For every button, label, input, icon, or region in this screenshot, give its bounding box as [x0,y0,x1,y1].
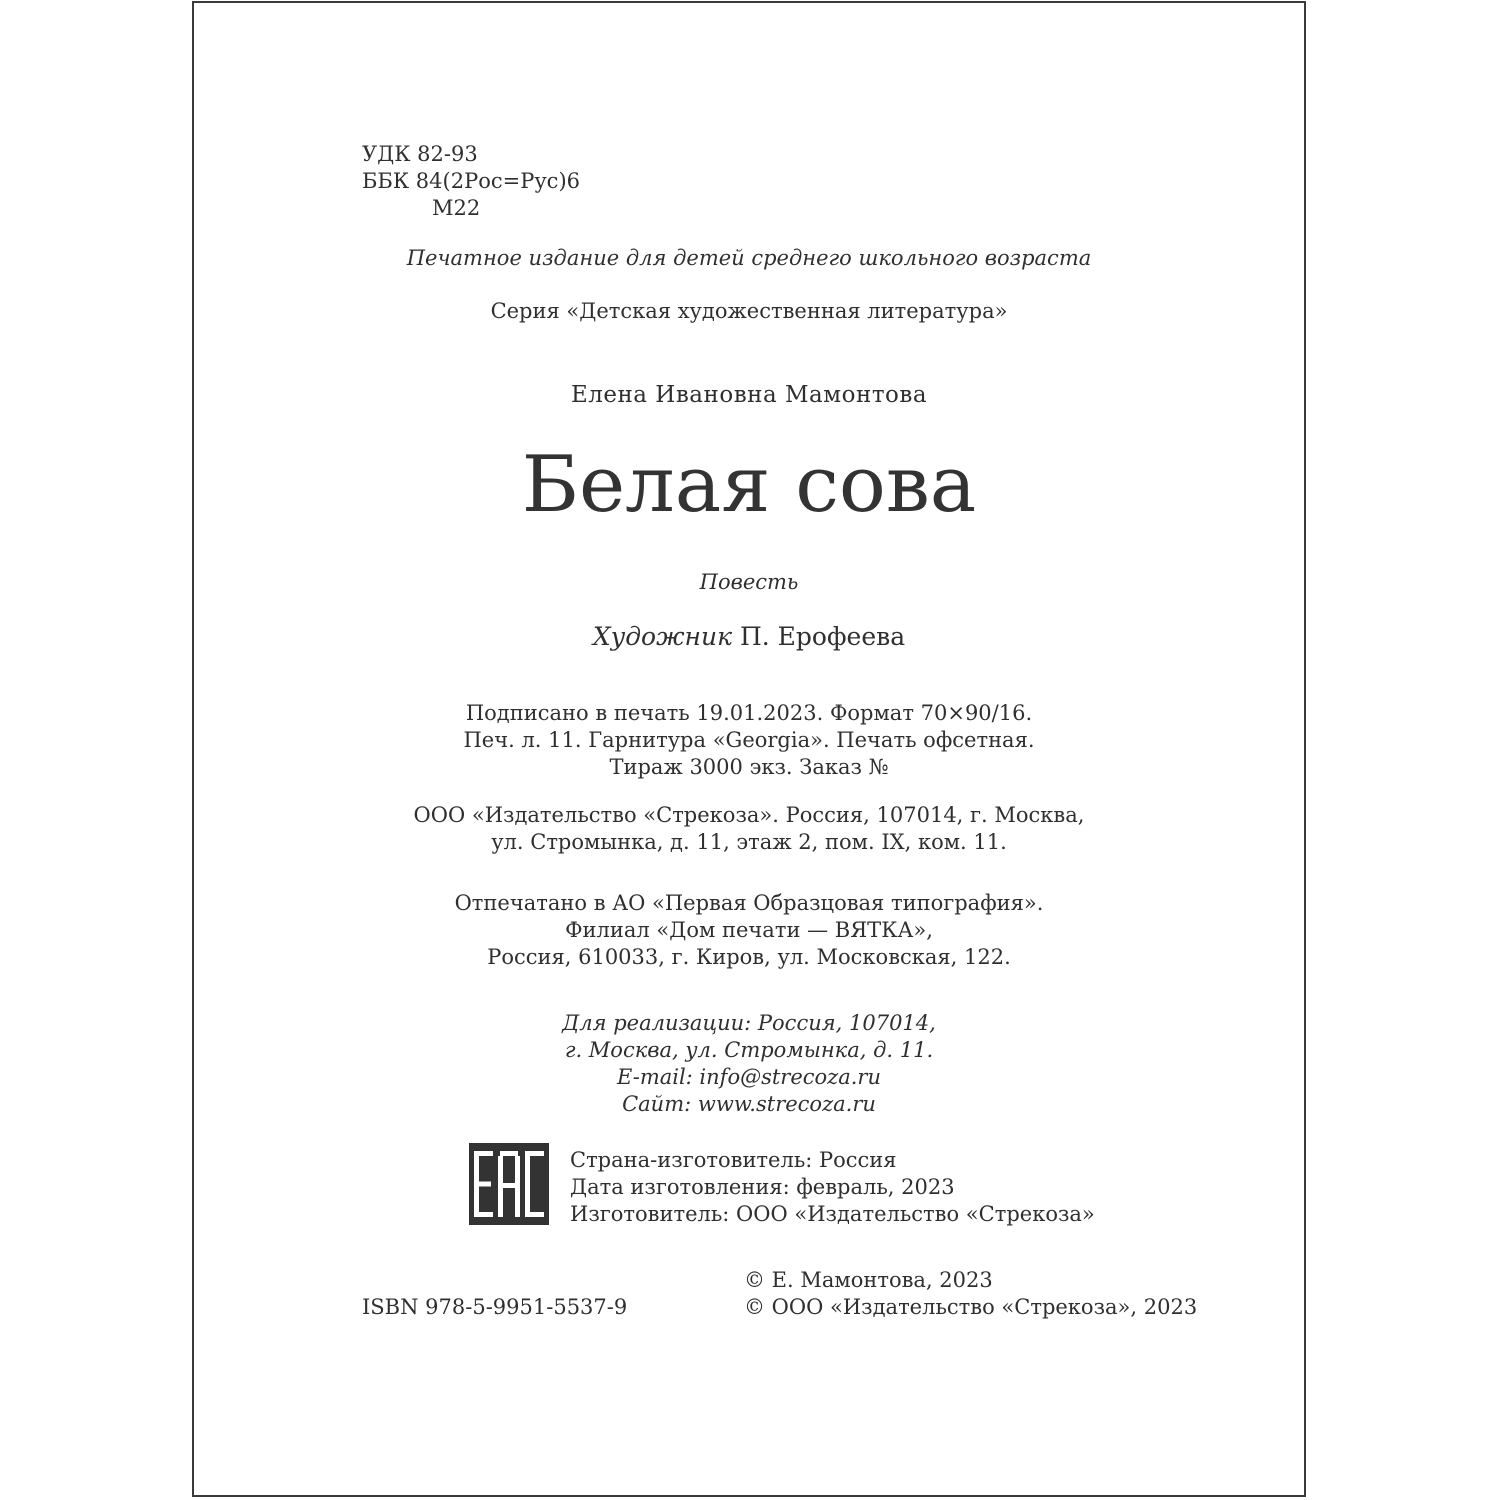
udk-code: УДК 82-93 [362,142,478,166]
age-note: Печатное издание для детей среднего школьного возраста [406,246,1092,270]
print-info-block [194,700,1304,781]
printer-line: Филиал «Дом печати — ВЯТКА», [565,918,933,942]
manufacturer-date: Дата изготовления: февраль, 2023 [570,1175,955,1199]
print-info-line: Тираж 3000 экз. Заказ № [609,755,889,779]
print-info-line: Подписано в печать 19.01.2023. Формат 70×90/16. [465,701,1033,725]
printer-block [194,890,1304,971]
distribution-line: Для реализации: Россия, 107014, [562,1011,936,1035]
publisher-line: ул. Стромынка, д. 11, этаж 2, пом. IX, ком. 11. [491,830,1007,854]
distribution-site: Сайт: www.strecoza.ru [622,1092,876,1116]
artist-name: П. Ерофеева [739,622,906,651]
distribution-block [194,1010,1304,1118]
manufacturer-name: Изготовитель: ООО «Издательство «Стрекоза» [570,1202,1095,1226]
distribution-line: г. Москва, ул. Стромынка, д. 11. [564,1038,934,1062]
imprint-page [192,1,1306,1497]
copyright-publisher: © ООО «Издательство «Стрекоза», 2023 [744,1295,1198,1319]
eac-mark-graphic [469,1143,549,1225]
distribution-email: E-mail: info@strecoza.ru [617,1065,881,1089]
publisher-line: ООО «Издательство «Стрекоза». Россия, 107014, г. Москва, [413,803,1085,827]
artist-role: Художник [592,622,733,651]
series-name: Серия «Детская художественная литература» [490,299,1008,323]
printer-line: Отпечатано в АО «Первая Образцовая типография». [454,891,1044,915]
publisher-block [194,802,1304,856]
manufacturer-block [570,1147,1095,1228]
author-sign: М22 [432,196,481,220]
copyright-author: © Е. Мамонтова, 2023 [744,1268,993,1292]
classification-block [362,141,580,222]
eac-mark-icon [469,1143,549,1225]
manufacturer-country: Страна-изготовитель: Россия [570,1148,897,1172]
print-info-line: Печ. л. 11. Гарнитура «Georgia». Печать офсетная. [463,728,1035,752]
author-name: Елена Ивановна Мамонтова [570,382,928,408]
artist-credit [194,621,1304,653]
book-title: Белая сова [521,440,977,530]
copyright-block [744,1267,1197,1321]
bbk-code: ББК 84(2Рос=Рус)6 [362,169,580,193]
printer-line: Россия, 610033, г. Киров, ул. Московская, 122. [487,945,1011,969]
isbn: ISBN 978-5-9951-5537-9 [362,1295,628,1319]
genre-label: Повесть [699,570,799,594]
